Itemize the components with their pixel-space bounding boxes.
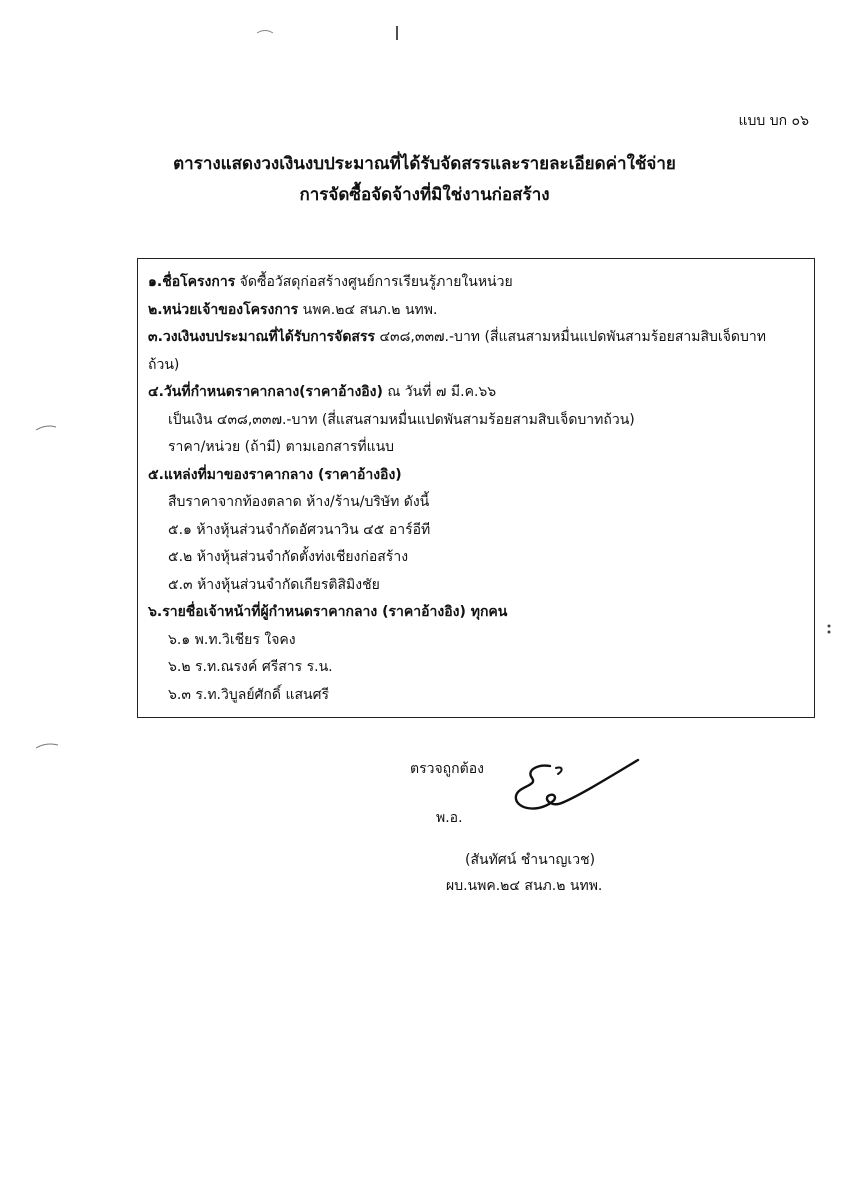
form-code: แบบ บก ๐๖ [738, 113, 809, 129]
reference-date-line [148, 379, 804, 407]
owner-unit-value: นพค.๒๔ สนภ.๒ นทพ. [298, 301, 438, 318]
project-details-box [137, 258, 815, 718]
project-name-line [148, 269, 804, 297]
officer-item: ๖.๑ พ.ท.วิเชียร ใจคง [168, 631, 296, 648]
reference-date-label: ๔.วันที่กำหนดราคากลาง(ราคาอ้างอิง) [148, 384, 383, 400]
scan-mark-top-stroke [394, 24, 400, 42]
page-title: ตารางแสดงวงเงินงบประมาณที่ได้รับจัดสรรและรายละเอียดค่าใช้จ่าย [173, 154, 676, 174]
scan-mark-left-2 [34, 742, 60, 750]
verified-label: ตรวจถูกต้อง [410, 761, 484, 777]
signer-position: ผบ.นพค.๒๔ สนภ.๒ นทพ. [446, 878, 603, 894]
owner-unit-line [148, 297, 804, 325]
handwritten-signature [508, 756, 643, 821]
price-source-item: ๕.๑ ห้างหุ้นส่วนจำกัดอัศวนาวิน ๔๕ อาร์อีที [168, 521, 431, 538]
signer-rank: พ.อ. [436, 810, 463, 826]
budget-value: ๔๓๘,๓๓๗.-บาท (สี่แสนสามหมื่นแปดพันสามร้อยสามสิบเจ็ดบาท [375, 329, 766, 345]
budget-line [148, 324, 804, 352]
project-name-value: จัดซื้อวัสดุก่อสร้างศูนย์การเรียนรู้ภายในหน่วย [235, 274, 513, 290]
officers-heading: ๖.รายชื่อเจ้าหน้าที่ผู้กำหนดราคากลาง (ราคาอ้างอิง) ทุกคน [148, 604, 508, 620]
officer-item: ๖.๓ ร.ท.วิบูลย์ศักดิ์ แสนศรี [168, 686, 329, 703]
reference-date-value: ณ วันที่ ๗ มี.ค.๖๖ [382, 384, 497, 400]
price-source-item: ๕.๓ ห้างหุ้นส่วนจำกัดเกียรติสิมิงชัย [168, 576, 380, 593]
price-source-heading: ๕.แหล่งที่มาของราคากลาง (ราคาอ้างอิง) [148, 466, 402, 483]
scan-mark-left-1 [34, 424, 58, 432]
page-subtitle: การจัดซื้อจัดจ้างที่มิใช่งานก่อสร้าง [299, 185, 550, 205]
scan-mark-top [255, 28, 275, 36]
price-source-intro: สืบราคาจากท้องตลาด ห้าง/ร้าน/บริษัท ดังนี้ [168, 494, 430, 510]
reference-amount: เป็นเงิน ๔๓๘,๓๓๗.-บาท (สี่แสนสามหมื่นแปดพันสามร้อยสามสิบเจ็ดบาทถ้วน) [168, 411, 635, 428]
project-name-label: ๑.ชื่อโครงการ [148, 274, 236, 290]
price-source-item: ๕.๒ ห้างหุ้นส่วนจำกัดตั้งท่งเชียงก่อสร้าง [168, 549, 409, 565]
scan-mark-right [823, 622, 835, 636]
budget-continuation: ถ้วน) [148, 356, 180, 373]
officer-item: ๖.๒ ร.ท.ณรงค์ ศรีสาร ร.น. [168, 659, 333, 675]
signer-name: (สันทัศน์ ชำนาญเวช) [465, 852, 596, 868]
unit-price: ราคา/หน่วย (ถ้ามี) ตามเอกสารที่แนบ [168, 439, 395, 455]
owner-unit-label: ๒.หน่วยเจ้าของโครงการ [148, 301, 299, 318]
budget-label: ๓.วงเงินงบประมาณที่ได้รับการจัดสรร [148, 329, 376, 345]
